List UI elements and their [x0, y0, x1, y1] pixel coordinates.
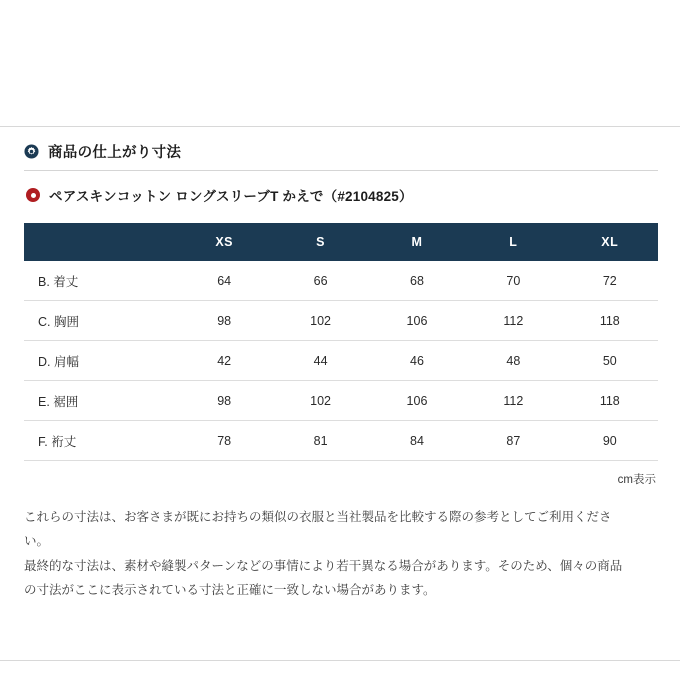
product-header — [24, 185, 658, 205]
table-head — [24, 223, 658, 261]
content-area — [24, 140, 658, 603]
cell-value: 72 — [562, 261, 658, 301]
cell-value: 68 — [369, 261, 465, 301]
column-header-m: M — [369, 223, 465, 261]
row-label: C. 胸囲 — [24, 301, 176, 341]
cell-value: 118 — [562, 381, 658, 421]
cell-value: 102 — [272, 381, 368, 421]
bottom-divider — [0, 660, 680, 661]
cell-value: 44 — [272, 341, 368, 381]
cell-value: 70 — [465, 261, 561, 301]
column-header-xs: XS — [176, 223, 272, 261]
note-line-1: これらの寸法は、お客さまが既にお持ちの類似の衣服と当社製品を比較する際の参考としてご利用ください。 — [24, 510, 612, 549]
table-row — [24, 381, 658, 421]
cell-value: 106 — [369, 301, 465, 341]
section-title: 商品の仕上がり寸法 — [48, 144, 182, 161]
row-label: E. 裾囲 — [24, 381, 176, 421]
cell-value: 46 — [369, 341, 465, 381]
red-dot-icon — [26, 188, 40, 202]
unit-note: cm表示 — [617, 474, 656, 486]
cell-value: 106 — [369, 381, 465, 421]
cell-value: 48 — [465, 341, 561, 381]
row-label: B. 着丈 — [24, 261, 176, 301]
cell-value: 66 — [272, 261, 368, 301]
table-corner-cell — [24, 223, 176, 261]
cell-value: 50 — [562, 341, 658, 381]
cell-value: 42 — [176, 341, 272, 381]
table-row — [24, 261, 658, 301]
section-divider — [24, 170, 658, 171]
cell-value: 102 — [272, 301, 368, 341]
cell-value: 84 — [369, 421, 465, 461]
table-row — [24, 341, 658, 381]
cell-value: 98 — [176, 301, 272, 341]
product-name: ペアスキンコットン ロングスリーブT かえで（#2104825） — [49, 189, 413, 204]
cell-value: 112 — [465, 301, 561, 341]
table-header-row — [24, 223, 658, 261]
row-label: F. 裄丈 — [24, 421, 176, 461]
top-divider — [0, 126, 680, 127]
cell-value: 118 — [562, 301, 658, 341]
column-header-l: L — [465, 223, 561, 261]
size-table — [24, 223, 658, 461]
cell-value: 78 — [176, 421, 272, 461]
table-row — [24, 301, 658, 341]
column-header-xl: XL — [562, 223, 658, 261]
cell-value: 90 — [562, 421, 658, 461]
row-label: D. 肩幅 — [24, 341, 176, 381]
gear-icon — [24, 144, 39, 159]
table-row — [24, 421, 658, 461]
cell-value: 64 — [176, 261, 272, 301]
column-header-s: S — [272, 223, 368, 261]
disclaimer-notes — [24, 505, 634, 603]
cell-value: 98 — [176, 381, 272, 421]
section-header — [24, 140, 658, 162]
table-body — [24, 261, 658, 461]
note-line-2: 最終的な寸法は、素材や縫製パターンなどの事情により若干異なる場合があります。そのため、個々の商品の寸法がここに表示されている寸法と正確に一致しない場合があります。 — [24, 558, 623, 598]
cell-value: 87 — [465, 421, 561, 461]
cell-value: 112 — [465, 381, 561, 421]
cell-value: 81 — [272, 421, 368, 461]
